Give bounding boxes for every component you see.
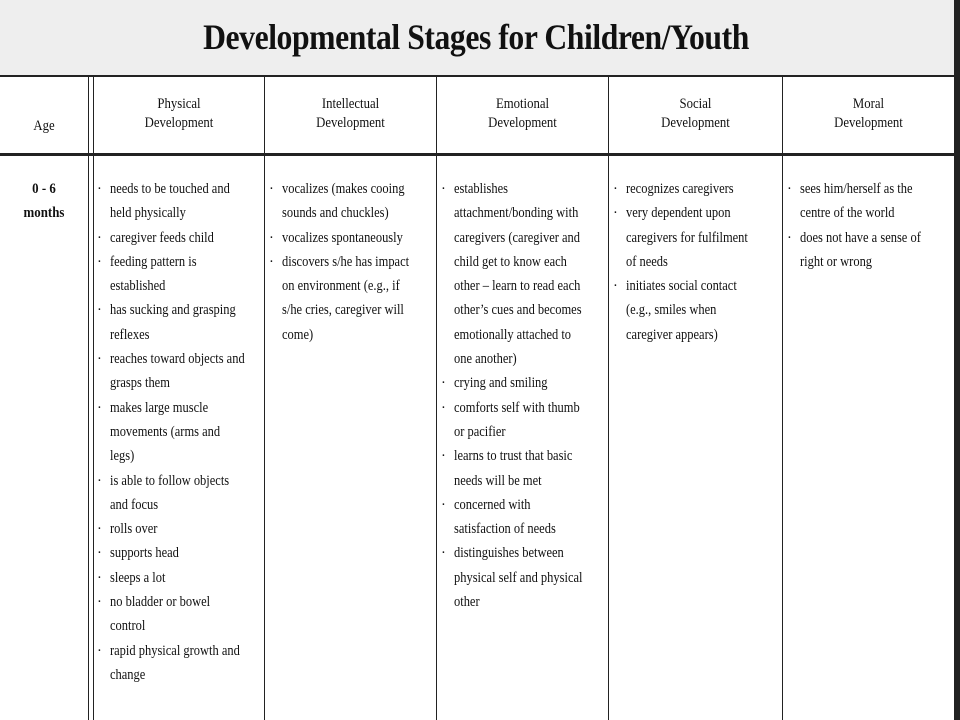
bullet-text-line: · caregiver feeds child bbox=[110, 229, 214, 246]
bullet-text-line: caregivers (caregiver and bbox=[454, 229, 581, 246]
bullet-text-line: · comforts self with thumb bbox=[454, 399, 580, 416]
emotional-bullet-item bbox=[441, 396, 603, 445]
bullet-text-line: change bbox=[110, 666, 146, 683]
bullet-text-line: emotionally attached to bbox=[454, 326, 572, 343]
header-intellectual: Intellectual Development bbox=[316, 96, 385, 131]
bullet-text-line: · rapid physical growth and bbox=[110, 642, 240, 659]
bullet-text-line: other’s cues and becomes bbox=[454, 302, 582, 319]
header-social: Social Development bbox=[661, 96, 730, 131]
bullet-text-line: · crying and smiling bbox=[454, 375, 548, 392]
physical-bullet-item bbox=[97, 541, 267, 565]
bullet-text-line: attachment/bonding with bbox=[454, 205, 579, 222]
header-divider bbox=[0, 153, 954, 156]
physical-bullet-item bbox=[97, 590, 267, 639]
bullet-text-line: · concerned with bbox=[454, 496, 531, 513]
physical-bullet-item bbox=[97, 226, 267, 250]
bullet-text-line: sounds and chuckles) bbox=[282, 205, 389, 222]
bullet-text-line: · rolls over bbox=[110, 521, 158, 538]
bullet-text-line: centre of the world bbox=[800, 205, 895, 222]
bullet-text-line: · discovers s/he has impact bbox=[282, 253, 410, 270]
bullet-text-line: · vocalizes (makes cooing bbox=[282, 181, 405, 197]
bullet-text-line: of needs bbox=[626, 253, 668, 270]
bullet-text-line: on environment (e.g., if bbox=[282, 278, 400, 295]
bullet-text-line: movements (arms and bbox=[110, 423, 221, 440]
bullet-text-line: legs) bbox=[110, 448, 135, 465]
bullet-text-line: or pacifier bbox=[454, 423, 506, 440]
emotional-bullet-item bbox=[441, 444, 603, 493]
bullet-text-line: · reaches toward objects and bbox=[110, 351, 245, 368]
bullet-text-line: satisfaction of needs bbox=[454, 521, 556, 538]
moral-bullet-item bbox=[787, 226, 941, 275]
bullet-text-line: · vocalizes spontaneously bbox=[282, 229, 403, 246]
physical-bullet-item bbox=[97, 298, 267, 347]
bullet-text-line: · does not have a sense of bbox=[800, 229, 921, 246]
bullet-text-line: other bbox=[454, 594, 480, 611]
bullet-text-line: physical self and physical bbox=[454, 569, 583, 586]
bullet-text-line: and focus bbox=[110, 496, 159, 513]
physical-bullet-item bbox=[97, 347, 267, 396]
social-bullet-item bbox=[613, 177, 768, 201]
physical-bullet-item bbox=[97, 639, 267, 688]
physical-bullet-item bbox=[97, 566, 267, 590]
physical-bullet-item bbox=[97, 396, 267, 469]
bullet-text-line: right or wrong bbox=[800, 253, 873, 270]
intellectual-cell bbox=[269, 177, 430, 347]
column-divider bbox=[782, 77, 783, 720]
emotional-bullet-item bbox=[441, 177, 603, 371]
bullet-text-line: one another) bbox=[454, 351, 517, 368]
column-divider bbox=[436, 77, 437, 720]
physical-bullet-item bbox=[97, 469, 267, 518]
physical-cell bbox=[97, 177, 267, 687]
bullet-text-line: · is able to follow objects bbox=[110, 472, 230, 489]
bullet-text-line: · recognizes caregivers bbox=[626, 181, 734, 197]
bullet-text-line: · sleeps a lot bbox=[110, 569, 166, 586]
bullet-text-line: reflexes bbox=[110, 326, 150, 343]
bullet-text-line: grasps them bbox=[110, 375, 170, 392]
bullet-text-line: other – learn to read each bbox=[454, 278, 581, 295]
right-border bbox=[954, 0, 960, 720]
intellectual-bullet-item bbox=[269, 250, 430, 347]
bullet-text-line: · establishes bbox=[454, 181, 509, 197]
bullet-text-line: · no bladder or bowel bbox=[110, 594, 211, 611]
age-cell: 0 - 6 months bbox=[23, 181, 65, 221]
emotional-bullet-item bbox=[441, 493, 603, 542]
bullet-text-line: established bbox=[110, 278, 166, 295]
bullet-text-line: · initiates social contact bbox=[626, 278, 737, 295]
header-moral: Moral Development bbox=[834, 96, 903, 131]
bullet-text-line: · needs to be touched and bbox=[110, 181, 230, 197]
column-divider bbox=[88, 77, 94, 720]
bullet-text-line: caregiver appears) bbox=[626, 326, 718, 343]
bullet-text-line: · sees him/herself as the bbox=[800, 181, 913, 197]
moral-cell bbox=[787, 177, 941, 274]
bullet-text-line: · makes large muscle bbox=[110, 399, 209, 416]
bullet-text-line: s/he cries, caregiver will bbox=[282, 302, 404, 319]
intellectual-bullet-item bbox=[269, 226, 430, 250]
header-physical: Physical Development bbox=[144, 96, 214, 131]
bullet-text-line: needs will be met bbox=[454, 472, 542, 489]
social-bullet-item bbox=[613, 274, 768, 347]
bullet-text-line: · learns to trust that basic bbox=[454, 448, 573, 465]
social-bullet-item bbox=[613, 201, 768, 274]
bullet-text-line: · very dependent upon bbox=[626, 205, 731, 222]
bullet-text-line: · feeding pattern is bbox=[110, 253, 197, 270]
title-bar bbox=[0, 0, 960, 77]
physical-bullet-item bbox=[97, 177, 267, 226]
page-title: Developmental Stages for Children/Youth bbox=[203, 17, 749, 57]
emotional-bullet-item bbox=[441, 371, 603, 395]
header-emotional: Emotional Development bbox=[488, 96, 557, 131]
bullet-text-line: · supports head bbox=[110, 545, 179, 562]
emotional-bullet-item bbox=[441, 541, 603, 614]
header-age: Age bbox=[33, 118, 55, 134]
physical-bullet-item bbox=[97, 250, 267, 299]
bullet-text-line: caregivers for fulfilment bbox=[626, 229, 748, 246]
moral-bullet-item bbox=[787, 177, 941, 226]
bullet-text-line: child get to know each bbox=[454, 253, 567, 270]
stages-table bbox=[0, 77, 954, 720]
emotional-cell bbox=[441, 177, 603, 614]
column-divider bbox=[608, 77, 609, 720]
physical-bullet-item bbox=[97, 517, 267, 541]
social-cell bbox=[613, 177, 768, 347]
bullet-text-line: (e.g., smiles when bbox=[626, 302, 717, 319]
bullet-text-line: held physically bbox=[110, 205, 186, 222]
bullet-text-line: control bbox=[110, 618, 146, 635]
bullet-text-line: · distinguishes between bbox=[454, 545, 564, 562]
bullet-text-line: come) bbox=[282, 326, 314, 343]
bullet-text-line: · has sucking and grasping bbox=[110, 302, 236, 319]
intellectual-bullet-item bbox=[269, 177, 430, 226]
